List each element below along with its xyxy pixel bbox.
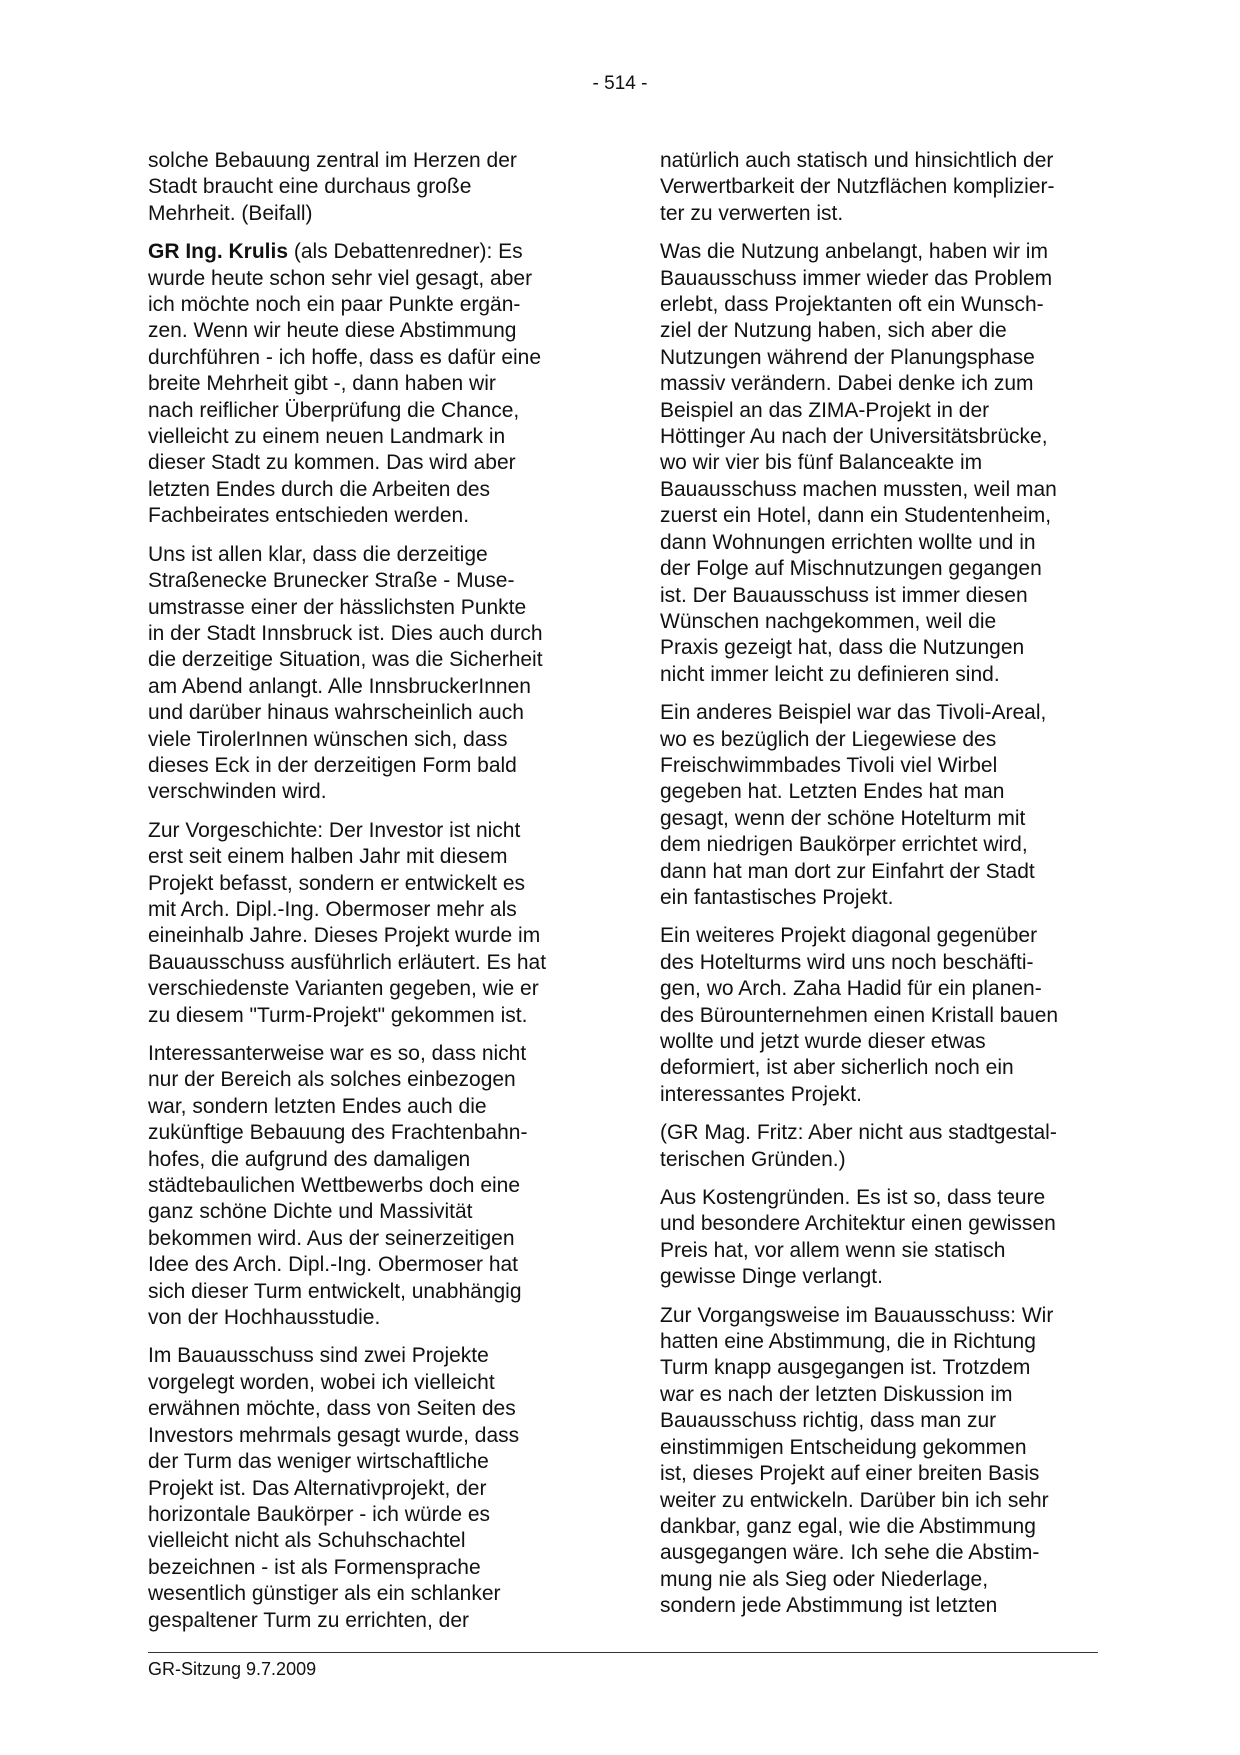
text-line: erst seit einem halben Jahr mit diesem (148, 845, 508, 869)
text-line: Bauausschuss immer wieder das Problem (660, 266, 1053, 290)
text-line: gewisse Dinge verlangt. (660, 1265, 883, 1289)
text-line: Preis hat, vor allem wenn sie statisch (660, 1238, 1006, 1262)
text-line: erlebt, dass Projektanten oft ein Wunsch- (660, 293, 1044, 317)
paragraph (660, 148, 1102, 227)
text-line: dieses Eck in der derzeitigen Form bald (148, 753, 517, 777)
text-line: sich dieser Turm entwickelt, unabhängig (148, 1279, 522, 1303)
text-line: Projekt ist. Das Alternativprojekt, der (148, 1476, 487, 1500)
paragraph (148, 1343, 590, 1633)
paragraph-speaker-krulis (148, 239, 590, 529)
text-line: Nutzungen während der Planungsphase (660, 345, 1035, 369)
text-line: Mehrheit. (Beifall) (148, 201, 313, 225)
text-line: Bauausschuss machen mussten, weil man (660, 477, 1057, 501)
footer-divider (148, 1652, 1098, 1653)
text-line: gegeben hat. Letzten Endes hat man (660, 780, 1005, 804)
text-line: (GR Mag. Fritz: Aber nicht aus stadtgestal- (660, 1121, 1057, 1145)
text-line: ter zu verwerten ist. (660, 201, 844, 225)
text-line: Aus Kostengründen. Es ist so, dass teure (660, 1186, 1046, 1210)
text-line: Höttinger Au nach der Universitätsbrücke, (660, 425, 1048, 449)
text-line: bekommen wird. Aus der seinerzeitigen (148, 1226, 515, 1250)
text-line: war es nach der letzten Diskussion im (660, 1382, 1013, 1406)
text-line: Praxis gezeigt hat, dass die Nutzungen (660, 636, 1025, 660)
text-line: verschiedenste Varianten gegeben, wie er (148, 977, 539, 1001)
text-line: gesagt, wenn der schöne Hotelturm mit (660, 806, 1026, 830)
text-line: Straßenecke Brunecker Straße - Muse- (148, 569, 515, 593)
interjection-paragraph (660, 1120, 1102, 1173)
text-line: hofes, die aufgrund des damaligen (148, 1147, 471, 1171)
footer-session-date: GR-Sitzung 9.7.2009 (148, 1659, 317, 1679)
text-line: Bauausschuss ausführlich erläutert. Es hat (148, 950, 547, 974)
text-line: wesentlich günstiger als ein schlanker (148, 1582, 501, 1606)
text-line: ist, dieses Projekt auf einer breiten Basis (660, 1462, 1040, 1486)
text-line: Beispiel an das ZIMA-Projekt in der (660, 398, 990, 422)
text-line: deformiert, ist aber sicherlich noch ein (660, 1056, 1014, 1080)
text-line: bezeichnen - ist als Formensprache (148, 1555, 481, 1579)
text-line: dankbar, ganz egal, wie die Abstimmung (660, 1514, 1036, 1538)
paragraph (660, 923, 1102, 1108)
text-line: wollte und jetzt wurde dieser etwas (660, 1030, 986, 1053)
text-line: natürlich auch statisch und hinsichtlich der (660, 149, 1054, 172)
text-line: Idee des Arch. Dipl.-Ing. Obermoser hat (148, 1253, 519, 1277)
text-line: massiv verändern. Dabei denke ich zum (660, 372, 1034, 396)
text-line: zuerst ein Hotel, dann ein Studentenheim, (660, 504, 1052, 528)
text-line: Investors mehrmals gesagt wurde, dass (148, 1423, 520, 1447)
paragraph (148, 542, 590, 806)
text-line: ein fantastisches Projekt. (660, 885, 894, 909)
text-line: einstimmigen Entscheidung gekommen (660, 1435, 1027, 1459)
text-line: Fachbeirates entschieden werden. (148, 504, 470, 528)
paragraph (148, 818, 590, 1029)
text-line: weiter zu entwickeln. Darüber bin ich sehr (660, 1488, 1049, 1512)
text-line: der Turm das weniger wirtschaftliche (148, 1450, 489, 1474)
text-line: Bauausschuss richtig, dass man zur (660, 1409, 997, 1433)
text-line: wo es bezüglich der Liegewiese des (660, 727, 997, 751)
text-line: Stadt braucht eine durchaus große (148, 175, 472, 199)
paragraph (148, 1041, 590, 1331)
text-line: von der Hochhausstudie. (148, 1306, 381, 1330)
text-line: zu diesem "Turm-Projekt" gekommen ist. (148, 1003, 528, 1027)
text-line: zen. Wenn wir heute diese Abstimmung (148, 319, 517, 343)
text-line: sondern jede Abstimmung ist letzten (660, 1594, 998, 1618)
text-line: umstrasse einer der hässlichsten Punkte (148, 595, 527, 619)
text-line (148, 239, 590, 265)
text-line: horizontale Baukörper - ich würde es (148, 1502, 491, 1526)
text-line: ich möchte noch ein paar Punkte ergän- (148, 293, 521, 317)
text-line: hatten eine Abstimmung, die in Richtung (660, 1330, 1036, 1354)
text-line: letzten Endes durch die Arbeiten des (148, 477, 491, 501)
text-line: nach reiflicher Überprüfung die Chance, (148, 398, 520, 422)
text-line: und besondere Architektur einen gewissen (660, 1212, 1056, 1236)
text-line: interessantes Projekt. (660, 1082, 862, 1106)
text-line: des Bürounternehmen einen Kristall bauen (660, 1003, 1059, 1027)
text-line: Zur Vorgangsweise im Bauausschuss: Wir (660, 1303, 1054, 1327)
text-line: Ein weiteres Projekt diagonal gegenüber (660, 924, 1038, 948)
text-line: der Folge auf Mischnutzungen gegangen (660, 557, 1042, 581)
text-line: zukünftige Bebauung des Frachtenbahn- (148, 1121, 528, 1145)
text-line: in der Stadt Innsbruck ist. Dies auch durch (148, 621, 543, 645)
text-line: Turm knapp ausgegangen ist. Trotzdem (660, 1356, 1031, 1380)
text-line: und darüber hinaus wahrscheinlich auch (148, 701, 524, 725)
paragraph (660, 239, 1102, 688)
text-line: Freischwimmbades Tivoli viel Wirbel (660, 753, 998, 777)
page-number: - 514 - (592, 73, 648, 94)
text-line: verschwinden wird. (148, 780, 327, 804)
text-line: mung nie als Sieg oder Niederlage, (660, 1567, 989, 1591)
text-line: wo wir vier bis fünf Balanceakte im (660, 451, 983, 475)
speaker-role: (als Debattenredner): Es (288, 240, 523, 264)
text-line: mit Arch. Dipl.-Ing. Obermoser mehr als (148, 897, 517, 921)
text-line: Uns ist allen klar, dass die derzeitige (148, 542, 488, 566)
paragraph (148, 148, 590, 227)
right-column (660, 148, 1102, 1632)
text-line: ausgegangen wäre. Ich sehe die Abstim- (660, 1541, 1040, 1565)
text-line: war, sondern letzten Endes auch die (148, 1094, 487, 1118)
text-line: ganz schöne Dichte und Massivität (148, 1200, 473, 1224)
text-line: gespaltener Turm zu errichten, der (148, 1608, 469, 1632)
text-line: nicht immer leicht zu definieren sind. (660, 662, 1000, 686)
text-line: vielleicht zu einem neuen Landmark in (148, 425, 506, 449)
text-line: Projekt befasst, sondern er entwickelt es (148, 871, 526, 895)
paragraph (660, 1185, 1102, 1291)
text-line: ziel der Nutzung haben, sich aber die (660, 319, 1007, 343)
paragraph (660, 700, 1102, 911)
text-line: Im Bauausschuss sind zwei Projekte (148, 1344, 489, 1368)
text-line: vielleicht nicht als Schuhschachtel (148, 1529, 466, 1553)
text-line: dieser Stadt zu kommen. Das wird aber (148, 451, 516, 475)
text-line: eineinhalb Jahre. Dieses Projekt wurde im (148, 924, 541, 948)
paragraph (660, 1303, 1102, 1620)
text-line: durchführen - ich hoffe, dass es dafür eine (148, 345, 542, 369)
text-line: viele TirolerInnen wünschen sich, dass (148, 727, 508, 751)
text-line: dann Wohnungen errichten wollte und in (660, 530, 1036, 554)
text-line: dem niedrigen Baukörper errichtet wird, (660, 833, 1028, 857)
text-line: Interessanterweise war es so, dass nicht (148, 1042, 527, 1065)
text-line: dann hat man dort zur Einfahrt der Stadt (660, 859, 1035, 883)
text-line: solche Bebauung zentral im Herzen der (148, 149, 517, 172)
left-column (148, 148, 590, 1646)
text-line: breite Mehrheit gibt -, dann haben wir (148, 372, 496, 396)
text-line: Zur Vorgeschichte: Der Investor ist nicht (148, 818, 521, 842)
text-line: erwähnen möchte, dass von Seiten des (148, 1397, 516, 1421)
text-line: des Hotelturms wird uns noch beschäfti- (660, 950, 1034, 974)
text-line: die derzeitige Situation, was die Sicherheit (148, 648, 543, 672)
text-line: gen, wo Arch. Zaha Hadid für ein planen- (660, 977, 1042, 1001)
speaker-name: GR Ing. Krulis (148, 240, 289, 264)
text-line: terischen Gründen.) (660, 1147, 846, 1171)
text-line: Ein anderes Beispiel war das Tivoli-Areal, (660, 701, 1047, 725)
text-line: ist. Der Bauausschuss ist immer diesen (660, 583, 1028, 607)
text-line: am Abend anlangt. Alle InnsbruckerInnen (148, 674, 531, 698)
text-line: vorgelegt worden, wobei ich vielleicht (148, 1370, 495, 1394)
text-line: Wünschen nachgekommen, weil die (660, 609, 997, 633)
text-line: wurde heute schon sehr viel gesagt, aber (148, 266, 533, 290)
text-line: städtebaulichen Wettbewerbs doch eine (148, 1174, 521, 1198)
text-line: Verwertbarkeit der Nutzflächen komplizier- (660, 175, 1055, 199)
text-line: Was die Nutzung anbelangt, haben wir im (660, 240, 1048, 264)
text-line: nur der Bereich als solches einbezogen (148, 1068, 516, 1092)
